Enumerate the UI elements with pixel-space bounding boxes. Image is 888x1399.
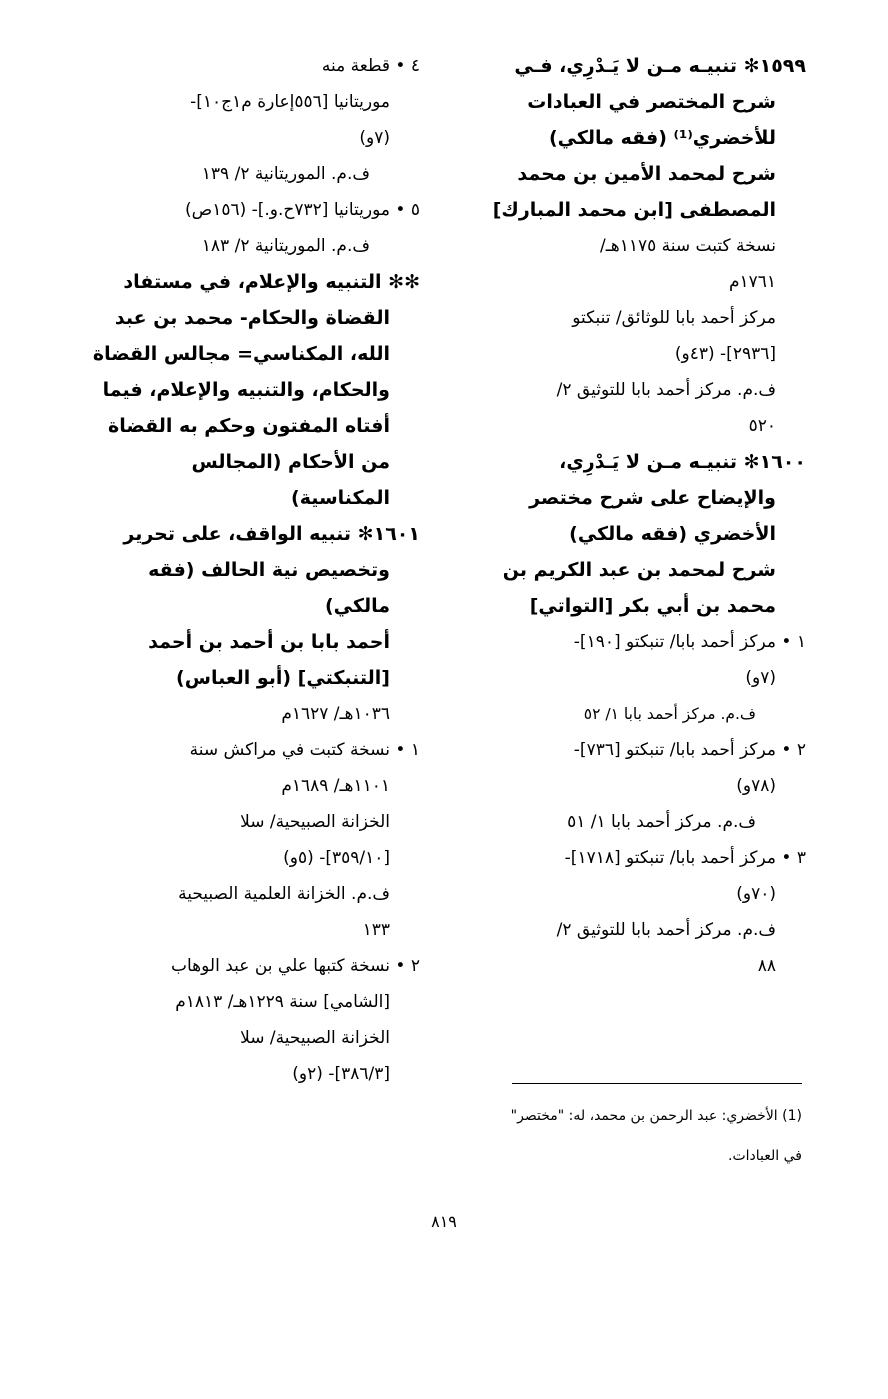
right-column-line: للأخضري⁽¹⁾ (فقه مالكي) xyxy=(548,127,776,149)
left-column-line: ١٦٠١✻ تنبيه الواقف، على تحرير xyxy=(123,523,420,545)
left-column-line: ✻✻ التنبيه والإعلام، في مستفاد xyxy=(123,271,420,293)
left-column-line: الخزانة الصبيحية/ سلا xyxy=(240,1028,390,1048)
left-column-line: ١٣٣ xyxy=(362,920,390,940)
right-column-line: ف.م. مركز أحمد بابا ١/ ٥١ xyxy=(567,812,756,832)
footnote xyxy=(472,1096,802,1176)
left-column-line: القضاة والحكام- محمد بن عبد xyxy=(114,307,390,329)
right-column-line: محمد بن أبي بكر [التواتي] xyxy=(529,595,776,617)
right-column-line: (٧و) xyxy=(745,668,776,688)
right-column-line: [٢٩٣٦]- (٤٣و) xyxy=(674,344,776,364)
left-column-line: (٧و) xyxy=(359,128,390,148)
left-column-line: ف.م. الخزانة العلمية الصبيحية xyxy=(178,884,390,904)
left-column-line: وتخصيص نية الحالف (فقه xyxy=(148,559,390,581)
left-column-line: من الأحكام (المجالس xyxy=(191,451,390,473)
left-column-line: ٢ • نسخة كتبها علي بن عبد الوهاب xyxy=(171,956,420,976)
right-column-line: ١٦٠٠✻ تنبيـه مـن لا يَـدْرِي، xyxy=(559,451,806,473)
left-column-line: ف.م. الموريتانية ٢/ ١٣٩ xyxy=(201,164,370,184)
right-column-line: الأخضري (فقه مالكي) xyxy=(569,523,776,545)
footnote-line-1: (1) الأخضري: عبد الرحمن بن محمد، له: "مختصر" xyxy=(510,1108,802,1124)
left-column-line: ١١٠١هـ/ ١٦٨٩م xyxy=(281,776,390,796)
left-column-line: [التنبكتي] (أبو العباس) xyxy=(176,667,390,689)
right-column-line: ف.م. مركز أحمد بابا للتوثيق ٢/ xyxy=(556,920,776,940)
left-column-line: [الشامي] سنة ١٢٢٩هـ/ ١٨١٣م xyxy=(175,992,390,1012)
right-column-line: ٥٢٠ xyxy=(748,416,776,436)
right-column-line: ف.م. مركز أحمد بابا للتوثيق ٢/ xyxy=(556,380,776,400)
left-column-line: ١ • نسخة كتبت في مراكش سنة xyxy=(189,740,420,760)
right-column-line: شرح لمحمد الأمين بن محمد xyxy=(517,163,776,185)
left-column xyxy=(90,48,420,1092)
right-column-line: ٨٨ xyxy=(757,956,776,976)
left-column-line: [٣٨٦/٣]- (٢و) xyxy=(292,1064,390,1084)
right-column-line: ف.م. مركز أحمد بابا ١/ ٥٢ xyxy=(583,705,756,723)
left-column-line: مالكي) xyxy=(325,595,390,617)
footnote-line-2: في العبادات. xyxy=(728,1148,802,1164)
left-column-line: ٤ • قطعة منه xyxy=(321,56,420,76)
right-column-line: المصطفى [ابن محمد المبارك] xyxy=(492,199,776,221)
page-number: ٨١٩ xyxy=(431,1212,457,1231)
right-column xyxy=(476,48,806,984)
right-column-line: شرح لمحمد بن عبد الكريم بن xyxy=(502,559,776,581)
left-column-line: [٣٥٩/١٠]- (٥و) xyxy=(283,848,390,868)
right-column-line: (٧٠و) xyxy=(736,884,776,904)
right-column-line: مركز أحمد بابا للوثائق/ تنبكتو xyxy=(572,308,776,328)
right-column-line: شرح المختصر في العبادات xyxy=(527,91,776,113)
left-column-line: ٥ • موريتانيا [٧٣٢ح.و.]- (١٥٦ص) xyxy=(185,200,420,220)
left-column-line: موريتانيا [٥٥٦إعارة م١ج١٠]- xyxy=(190,92,390,112)
right-column-line: ١٧٦١م xyxy=(728,272,776,292)
left-column-line: ١٠٣٦هـ/ ١٦٢٧م xyxy=(281,704,390,724)
left-column-line: المكناسية) xyxy=(291,487,390,509)
right-column-line: (٧٨و) xyxy=(736,776,776,796)
left-column-line: والحكام، والتنبيه والإعلام، فيما xyxy=(102,379,390,401)
right-column-line: ١ • مركز أحمد بابا/ تنبكتو [١٩٠]- xyxy=(573,632,806,652)
right-column-line: ٢ • مركز أحمد بابا/ تنبكتو [٧٣٦]- xyxy=(573,740,806,760)
left-column-line: ف.م. الموريتانية ٢/ ١٨٣ xyxy=(201,236,370,256)
left-column-line: الله، المكناسي= مجالس القضاة xyxy=(92,343,390,365)
right-column-line: ٣ • مركز أحمد بابا/ تنبكتو [١٧١٨]- xyxy=(564,848,806,868)
left-column-line: أحمد بابا بن أحمد بن أحمد xyxy=(148,631,390,653)
right-column-line: ١٥٩٩✻ تنبيـه مـن لا يَـدْرِي، فـي xyxy=(514,55,806,77)
right-column-line: والإيضاح على شرح مختصر xyxy=(529,487,776,509)
footnote-divider xyxy=(512,1083,802,1084)
right-column-line: نسخة كتبت سنة ١١٧٥هـ/ xyxy=(600,236,776,256)
left-column-line: أفتاه المفتون وحكم به القضاة xyxy=(108,415,390,437)
left-column-line: الخزانة الصبيحية/ سلا xyxy=(240,812,390,832)
